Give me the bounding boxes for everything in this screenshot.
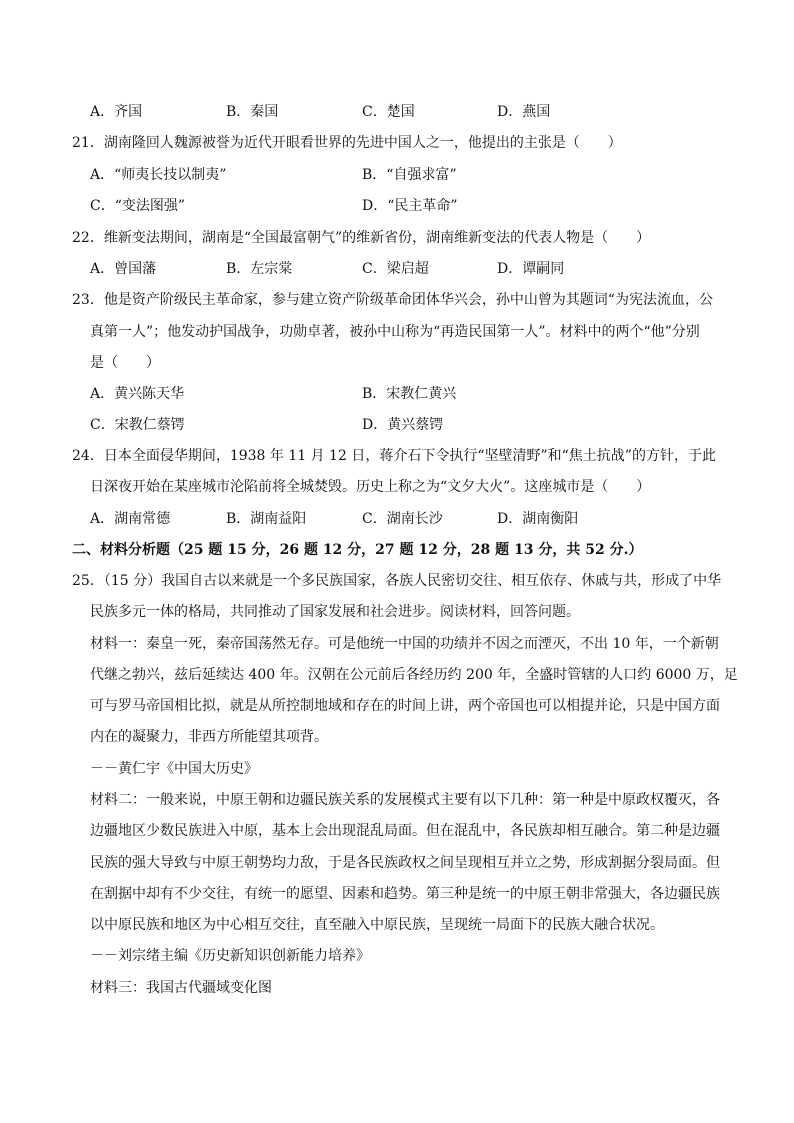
q21-option-d: D．“民主革命” xyxy=(362,198,458,214)
q24-option-a: A．湖南常德 xyxy=(90,511,171,527)
q24-option-d: D．湖南衡阳 xyxy=(497,511,579,527)
q23-option-a: A．黄兴陈天华 xyxy=(90,386,185,402)
q24-option-b: B．湖南益阳 xyxy=(226,511,307,527)
material-1-source: －－黄仁宇《中国大历史》 xyxy=(90,761,258,777)
material-2-line-3: 民族的强大导致与中原王朝势均力敌，于是各民族政权之间呈现相互并立之势，形成割据分裂局面。但 xyxy=(90,855,720,871)
q23-stem-line-3: 是（ ） xyxy=(90,355,160,371)
section-heading: 二、材料分析题（25 题 15 分，26 题 12 分，27 题 12 分，28 题 13 分，共 52 分.） xyxy=(72,542,643,558)
q20-option-d: D．燕国 xyxy=(497,104,551,120)
q22-option-c: C．梁启超 xyxy=(362,261,429,277)
q23-option-b: B．宋教仁黄兴 xyxy=(362,386,457,402)
q22-option-b: B．左宗棠 xyxy=(226,261,293,277)
q21-option-a: A．“师夷长技以制夷” xyxy=(90,167,227,183)
q24-option-c: C．湖南长沙 xyxy=(362,511,443,527)
q25-intro-line-2: 民族多元一体的格局，共同推动了国家发展和社会进步。阅读材料，回答问题。 xyxy=(90,604,580,620)
q23-stem-line-1: 23．他是资产阶级民主革命家，参与建立资产阶级革命团体华兴会，孙中山曾为其题词“为宪法流血，公 xyxy=(72,292,713,308)
q20-option-b: B．秦国 xyxy=(226,104,279,120)
material-2-line-5: 以中原民族和地区为中心相互交往，直至融入中原民族，呈现统一局面下的民族大融合状况。 xyxy=(90,917,664,933)
material-1-line-2: 代继之勃兴，兹后延续达 400 年。汉朝在公元前后各经历约 200 年，全盛时管辖的人口约 6000 万，足 xyxy=(90,667,738,683)
material-2-source: －－刘宗绪主编《历史新知识创新能力培养》 xyxy=(90,948,370,964)
material-2-line-2: 边疆地区少数民族进入中原，基本上会出现混乱局面。但在混乱中，各民族却相互融合。第二种是边疆 xyxy=(90,823,720,839)
material-3-caption: 材料三：我国古代疆域变化图 xyxy=(90,980,272,996)
q20-option-c: C．楚国 xyxy=(362,104,415,120)
material-1-line-3: 可与罗马帝国相比拟，就是从所控制地域和存在的时间上讲，两个帝国也可以相提并论，只是中国方面 xyxy=(90,698,720,714)
q22-stem: 22．维新变法期间，湖南是“全国最富朝气”的维新省份，湖南维新变法的代表人物是（ ） xyxy=(72,230,651,246)
q22-option-a: A．曾国藩 xyxy=(90,261,157,277)
q22-option-d: D．谭嗣同 xyxy=(497,261,565,277)
q21-option-c: C．“变法图强” xyxy=(90,198,186,214)
q20-option-a: A．齐国 xyxy=(90,104,143,120)
q21-stem: 21．湖南隆回人魏源被誉为近代开眼看世界的先进中国人之一，他提出的主张是（ ） xyxy=(72,135,622,151)
material-1-line-4: 内在的凝聚力，非西方所能望其项背。 xyxy=(90,729,328,745)
q23-stem-line-2: 真第一人”；他发动护国战争，功勋卓著，被孙中山称为“再造民国第一人”。材料中的两个“他”分别 xyxy=(90,324,700,340)
q23-option-d: D．黄兴蔡锷 xyxy=(362,417,444,433)
q24-stem-line-2: 日深夜开始在某座城市沦陷前将全城焚毁。历史上称之为“文夕大火”。这座城市是（ ） xyxy=(90,479,651,495)
material-2-line-4: 在割据中却有不少交往，有统一的愿望、因素和趋势。第三种是统一的中原王朝非常强大，各边疆民族 xyxy=(90,886,720,902)
q25-intro-line-1: 25．（15 分）我国自古以来就是一个多民族国家，各族人民密切交往、相互依存、休戚与共，形成了中华 xyxy=(72,573,722,589)
material-1-line-1: 材料一：秦皇一死，秦帝国荡然无存。可是他统一中国的功绩并不因之而湮灭，不出 10 年，一个新朝 xyxy=(90,636,719,652)
q23-option-c: C．宋教仁蔡锷 xyxy=(90,417,185,433)
material-2-line-1: 材料二：一般来说，中原王朝和边疆民族关系的发展模式主要有以下几种：第一种是中原政权覆灭，各 xyxy=(90,792,720,808)
q21-option-b: B．“自强求富” xyxy=(362,167,457,183)
q24-stem-line-1: 24．日本全面侵华期间，1938 年 11 月 12 日，蒋介石下令执行“坚壁清野”和“焦土抗战”的方针，于此 xyxy=(72,448,716,464)
